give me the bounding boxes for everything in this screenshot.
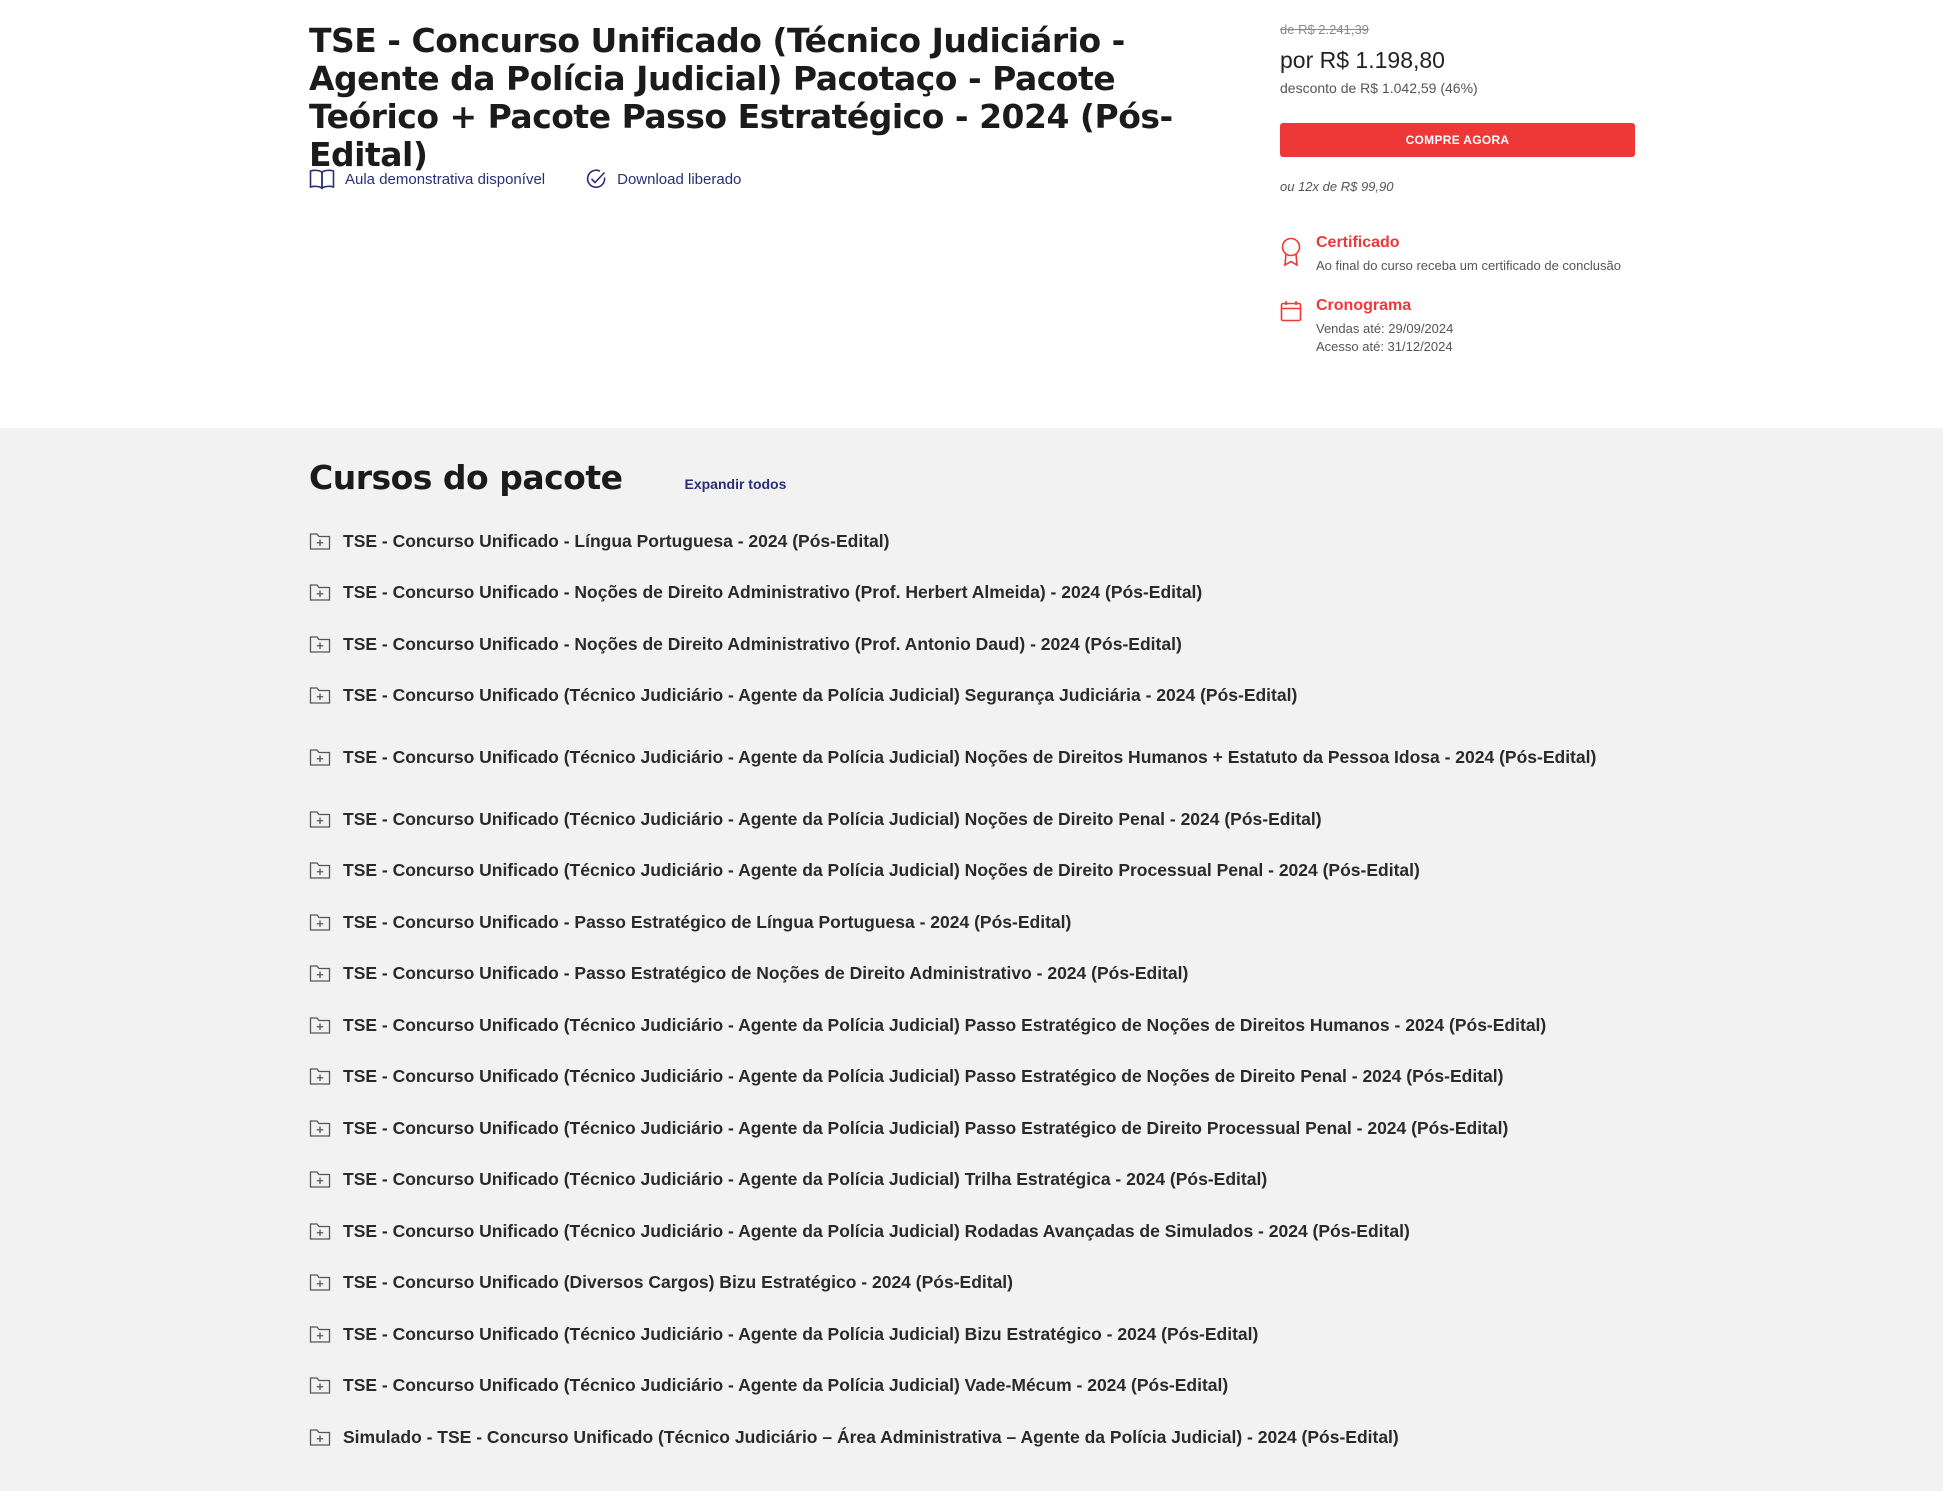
calendar-icon <box>1280 297 1304 356</box>
feature-list <box>309 168 741 190</box>
feature-download[interactable] <box>585 168 741 190</box>
award-icon <box>1280 234 1304 275</box>
folder-plus-icon[interactable] <box>309 685 331 705</box>
course-item[interactable] <box>309 515 1639 567</box>
course-label: TSE - Concurso Unificado - Língua Portuguesa - 2024 (Pós-Edital) <box>343 530 890 551</box>
course-item[interactable] <box>309 1257 1639 1309</box>
course-label: TSE - Concurso Unificado (Técnico Judiciário - Agente da Polícia Judicial) Passo Estratégico de Noções de Direito Penal - 2024 (Pós-Edital) <box>343 1066 1504 1087</box>
folder-plus-icon[interactable] <box>309 1375 331 1395</box>
courses-section <box>309 458 1639 1463</box>
folder-plus-icon[interactable] <box>309 531 331 551</box>
course-label: TSE - Concurso Unificado (Técnico Judiciário - Agente da Polícia Judicial) Noções de Direito Penal - 2024 (Pós-Edital) <box>343 808 1322 829</box>
folder-plus-icon[interactable] <box>309 1169 331 1189</box>
course-item[interactable] <box>309 896 1639 948</box>
certificate-text: Ao final do curso receba um certificado de conclusão <box>1316 258 1621 273</box>
course-item[interactable] <box>309 948 1639 1000</box>
course-item[interactable] <box>309 618 1639 670</box>
course-item[interactable] <box>309 1051 1639 1103</box>
course-item[interactable] <box>309 721 1639 793</box>
check-circle-icon <box>585 168 607 190</box>
feature-demo-lesson[interactable] <box>309 168 545 190</box>
course-item[interactable] <box>309 670 1639 722</box>
course-item[interactable] <box>309 1360 1639 1412</box>
course-label: TSE - Concurso Unificado - Passo Estratégico de Noções de Direito Administrativo - 2024 (Pós-Edital) <box>343 963 1189 984</box>
schedule-info <box>1280 297 1635 356</box>
old-price: de R$ 2.241,39 <box>1280 22 1369 37</box>
folder-plus-icon[interactable] <box>309 860 331 880</box>
course-label: TSE - Concurso Unificado (Técnico Judiciário - Agente da Polícia Judicial) Segurança Judiciária - 2024 (Pós-Edital) <box>343 685 1298 706</box>
course-label: TSE - Concurso Unificado (Técnico Judiciário - Agente da Polícia Judicial) Passo Estratégico de Noções de Direitos Humanos - 2024 (Pós-Edital) <box>343 1014 1547 1035</box>
courses-title: Cursos do pacote <box>309 458 623 497</box>
course-item[interactable] <box>309 999 1639 1051</box>
folder-plus-icon[interactable] <box>309 634 331 654</box>
course-list <box>309 515 1639 1463</box>
course-label: TSE - Concurso Unificado (Técnico Judiciário - Agente da Polícia Judicial) Trilha Estratégica - 2024 (Pós-Edital) <box>343 1169 1268 1190</box>
course-item[interactable] <box>309 845 1639 897</box>
course-item[interactable] <box>309 1308 1639 1360</box>
course-label: TSE - Concurso Unificado - Passo Estratégico de Língua Portuguesa - 2024 (Pós-Edital) <box>343 911 1072 932</box>
price-box <box>1280 22 1635 356</box>
installments-text: ou 12x de R$ 99,90 <box>1280 179 1394 194</box>
course-label: TSE - Concurso Unificado (Diversos Cargos) Bizu Estratégico - 2024 (Pós-Edital) <box>343 1272 1013 1293</box>
product-header <box>0 0 1943 428</box>
folder-plus-icon[interactable] <box>309 1221 331 1241</box>
folder-plus-icon[interactable] <box>309 1066 331 1086</box>
courses-header <box>309 458 1639 497</box>
course-item[interactable] <box>309 1102 1639 1154</box>
folder-plus-icon[interactable] <box>309 1427 331 1447</box>
course-label: TSE - Concurso Unificado (Técnico Judiciário - Agente da Polícia Judicial) Passo Estratégico de Direito Processual Penal - 2024 (Pós-Edital) <box>343 1117 1509 1138</box>
course-item[interactable] <box>309 567 1639 619</box>
folder-plus-icon[interactable] <box>309 1272 331 1292</box>
course-label: TSE - Concurso Unificado (Técnico Judiciário - Agente da Polícia Judicial) Rodadas Avançadas de Simulados - 2024 (Pós-Edital) <box>343 1220 1410 1241</box>
folder-plus-icon[interactable] <box>309 747 331 767</box>
discount-text: desconto de R$ 1.042,59 (46%) <box>1280 80 1478 96</box>
folder-plus-icon[interactable] <box>309 1015 331 1035</box>
expand-all-link[interactable]: Expandir todos <box>684 476 787 492</box>
buy-now-button[interactable]: COMPRE AGORA <box>1280 123 1635 157</box>
course-item[interactable] <box>309 1154 1639 1206</box>
certificate-info <box>1280 234 1635 275</box>
course-label: TSE - Concurso Unificado (Técnico Judiciário - Agente da Polícia Judicial) Noções de Direitos Humanos + Estatuto da Pessoa Idosa - 2024 (Pós-Edital) <box>343 747 1597 767</box>
course-label: TSE - Concurso Unificado (Técnico Judiciário - Agente da Polícia Judicial) Noções de Direito Processual Penal - 2024 (Pós-Edital) <box>343 860 1420 881</box>
course-label: TSE - Concurso Unificado - Noções de Direito Administrativo (Prof. Herbert Almeida) - 2024 (Pós-Edital) <box>343 582 1203 603</box>
folder-plus-icon[interactable] <box>309 912 331 932</box>
course-item[interactable] <box>309 1205 1639 1257</box>
feature-download-label: Download liberado <box>617 170 742 188</box>
feature-demo-label: Aula demonstrativa disponível <box>345 170 546 188</box>
folder-plus-icon[interactable] <box>309 1118 331 1138</box>
access-until: Acesso até: 31/12/2024 <box>1316 339 1453 354</box>
page-title: TSE - Concurso Unificado (Técnico Judiciário - Agente da Polícia Judicial) Pacotaço - Pacote Teórico + Pacote Passo Estratégico - 2024 (Pós-Edital) <box>309 21 1173 174</box>
course-label: TSE - Concurso Unificado (Técnico Judiciário - Agente da Polícia Judicial) Vade-Mécum - 2024 (Pós-Edital) <box>343 1375 1229 1396</box>
sales-until: Vendas até: 29/09/2024 <box>1316 321 1454 336</box>
course-label: Simulado - TSE - Concurso Unificado (Técnico Judiciário – Área Administrativa – Agente da Polícia Judicial) - 2024 (Pós-Edital) <box>343 1426 1399 1447</box>
book-open-icon <box>309 168 335 190</box>
folder-plus-icon[interactable] <box>309 809 331 829</box>
folder-plus-icon[interactable] <box>309 1324 331 1344</box>
folder-plus-icon[interactable] <box>309 963 331 983</box>
folder-plus-icon[interactable] <box>309 582 331 602</box>
course-label: TSE - Concurso Unificado - Noções de Direito Administrativo (Prof. Antonio Daud) - 2024 (Pós-Edital) <box>343 633 1182 654</box>
current-price: por R$ 1.198,80 <box>1280 47 1445 73</box>
schedule-title: Cronograma <box>1316 297 1412 314</box>
course-item[interactable] <box>309 1411 1639 1463</box>
course-label: TSE - Concurso Unificado (Técnico Judiciário - Agente da Polícia Judicial) Bizu Estratégico - 2024 (Pós-Edital) <box>343 1323 1259 1344</box>
course-item[interactable] <box>309 793 1639 845</box>
certificate-title: Certificado <box>1316 234 1400 251</box>
